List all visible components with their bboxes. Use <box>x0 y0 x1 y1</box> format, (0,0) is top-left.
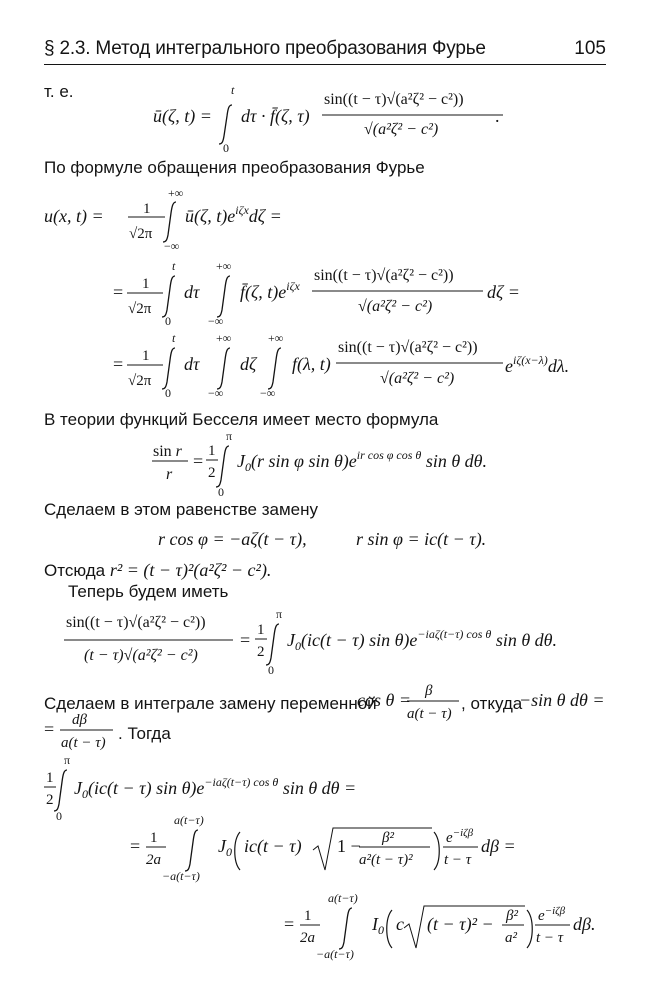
svg-text:r sin φ = ic(t − τ).: r sin φ = ic(t − τ). <box>356 529 487 549</box>
svg-text:t: t <box>172 259 176 273</box>
svg-text:0: 0 <box>268 663 274 677</box>
text-then: . Тогда <box>118 724 171 743</box>
svg-text:2: 2 <box>208 465 216 481</box>
svg-text:+∞: +∞ <box>216 259 232 273</box>
svg-text:a(t − τ): a(t − τ) <box>61 735 106 751</box>
svg-text:=: = <box>130 836 141 856</box>
svg-text:J0(ic(t − τ) sin θ)e−iaζ(t−τ): $J_0(ic(t - \tau)$ $\sin \theta)e^{-ia\zeta(t-\tau) cos \theta}$ sin θ dθ. <box>287 627 558 653</box>
formula-u-inverse <box>44 186 282 253</box>
svg-text:dβ.: dβ. <box>573 914 596 934</box>
svg-text:=: = <box>193 451 204 471</box>
text-change-var: Сделаем в интеграле замену переменной <box>44 694 377 713</box>
svg-text:+∞: +∞ <box>268 331 284 345</box>
svg-text:.: . <box>495 106 500 126</box>
svg-text:0: 0 <box>223 141 229 155</box>
svg-text:−∞: −∞ <box>208 314 224 328</box>
svg-text:(t − τ)² −: (t − τ)² − <box>427 914 494 934</box>
svg-text:β²: β² <box>506 908 518 924</box>
svg-text:0: 0 <box>165 314 171 328</box>
svg-text:r: r <box>166 466 173 483</box>
svg-text:dζ =: dζ = <box>487 282 520 302</box>
svg-text:a²(t − τ)²: a²(t − τ)² <box>359 852 413 868</box>
hence-word: Отсюда <box>44 561 106 580</box>
svg-text:π: π <box>276 607 283 621</box>
svg-text:1: 1 <box>208 443 216 459</box>
svg-text:2: 2 <box>257 644 265 660</box>
svg-text:−∞: −∞ <box>208 386 224 400</box>
formula-final-3 <box>284 891 595 961</box>
svg-text:0: 0 <box>218 485 224 499</box>
svg-text:a(t−τ): a(t−τ) <box>174 813 204 827</box>
svg-text:√(a²ζ² − c²): √(a²ζ² − c²) <box>364 121 439 138</box>
svg-text:(t − τ)√(a²ζ² − c²): (t − τ)√(a²ζ² − c²) <box>84 647 198 664</box>
svg-text:dτ: dτ <box>184 354 200 374</box>
formula-sin-dtheta <box>519 690 604 710</box>
formula-u-line-3 <box>113 331 569 400</box>
svg-text:π: π <box>64 753 71 767</box>
svg-text:0: 0 <box>165 386 171 400</box>
svg-text:√(a²ζ² − c²): √(a²ζ² − c²) <box>358 298 433 315</box>
text-fourier-inversion: По формуле обращения преобразования Фурье <box>44 158 425 177</box>
text-substitution: Сделаем в этом равенстве замену <box>44 500 319 519</box>
svg-text:√2π: √2π <box>128 373 152 389</box>
formula-cos-theta <box>357 683 459 722</box>
svg-text:sin((t − τ)√(a²ζ² − c²)): sin((t − τ)√(a²ζ² − c²)) <box>66 614 206 631</box>
svg-text:e−iζβ: $e^{-i\zeta\beta}$ <box>446 827 474 846</box>
formula-final-2 <box>130 813 516 883</box>
svg-text:sin((t − τ)√(a²ζ² − c²)): sin((t − τ)√(a²ζ² − c²)) <box>324 91 464 108</box>
svg-text:ū(ζ, t)eiζxdζ =: ū(ζ, $t)e^{i\zeta x}d\zeta$ = <box>185 203 282 226</box>
svg-text:+∞: +∞ <box>216 331 232 345</box>
svg-text:β: β <box>425 683 433 699</box>
svg-text:a²: a² <box>505 930 517 946</box>
svg-text:1: 1 <box>150 830 158 846</box>
svg-text:2a: 2a <box>300 930 315 946</box>
svg-text:dτ · f̄(ζ, τ): dτ · f̄(ζ, τ) <box>241 106 310 126</box>
svg-text:π: π <box>226 429 233 443</box>
svg-text:=: = <box>240 630 251 650</box>
svg-text:t: t <box>231 83 235 97</box>
formula-dbeta <box>44 712 113 751</box>
svg-text:J0(ic(t − τ) sin θ)e−iaζ(t−τ): $J_0(ic(t - \tau)$ $\sin \theta)e^{-ia\zeta(t-\tau) cos \theta}$ sin θ dθ = <box>74 775 357 801</box>
formula-u-bar-transform <box>153 83 503 155</box>
svg-text:−a(t−τ): −a(t−τ) <box>162 869 200 883</box>
text-now: Теперь будем иметь <box>68 582 229 601</box>
svg-text:ū(ζ, t) =: ū(ζ, t) = <box>153 106 212 126</box>
text-bessel-theory: В теории функций Бесселя имеет место формула <box>44 410 439 429</box>
svg-text:sin r: sin r <box>153 443 182 460</box>
svg-text:=: = <box>284 914 295 934</box>
svg-text:=: = <box>113 282 124 302</box>
svg-text:J0(r sin φ sin θ)eir cos φ cos: $J_0(r$ sin φ $\sin \theta)e^{ir cos \varphi cos \theta}$ sin θ dθ. <box>237 448 488 474</box>
svg-text:√2π: √2π <box>128 301 152 317</box>
svg-text:ic(t − τ): ic(t − τ) <box>244 836 302 856</box>
svg-text:t: t <box>172 331 176 345</box>
svg-text:J0: $J_0$ <box>218 836 232 859</box>
svg-text:1: 1 <box>257 622 265 638</box>
formula-bessel <box>152 429 487 499</box>
svg-text:dζ: dζ <box>240 354 257 374</box>
text-te: т. е. <box>44 82 74 101</box>
svg-text:a(t − τ): a(t − τ) <box>407 706 452 722</box>
svg-text:−∞: −∞ <box>260 386 276 400</box>
svg-text:β²: β² <box>382 830 394 846</box>
text-whence: , откуда <box>461 694 523 713</box>
svg-text:=: = <box>113 354 124 374</box>
svg-text:dβ =: dβ = <box>481 836 516 856</box>
svg-text:1: 1 <box>46 770 54 786</box>
svg-text:a(t−τ): a(t−τ) <box>328 891 358 905</box>
svg-text:1: 1 <box>143 201 151 217</box>
svg-text:0: 0 <box>56 809 62 823</box>
hence-formula: r² = (t − τ)²(a²ζ² − c²). <box>109 560 272 580</box>
svg-text:1: 1 <box>304 908 312 924</box>
svg-text:sin((t − τ)√(a²ζ² − c²)): sin((t − τ)√(a²ζ² − c²)) <box>338 339 478 356</box>
svg-text:2a: 2a <box>146 852 161 868</box>
svg-text:−sin θ dθ =: −sin θ dθ = <box>519 690 605 710</box>
svg-text:r cos φ = −aζ(t − τ),: r cos φ = −aζ(t − τ), <box>158 529 307 549</box>
formula-substitution <box>158 529 486 550</box>
svg-text:eiζ(x−λ)dλ.: $e^{i\zeta(x-\lambda)}d\lambda$. <box>505 353 570 376</box>
svg-text:t − τ: t − τ <box>444 852 472 868</box>
svg-text:cos θ =: cos θ = <box>357 690 411 710</box>
svg-text:2: 2 <box>46 792 54 808</box>
svg-text:c: c <box>396 914 404 934</box>
svg-text:f̄(ζ, t)eiζx: f̄(ζ, $t)e^{i\zeta x}$ <box>240 279 300 302</box>
svg-text:dτ: dτ <box>184 282 200 302</box>
svg-text:+∞: +∞ <box>168 186 184 200</box>
svg-text:e−iζβ: $e^{-i\zeta\beta}$ <box>538 905 566 924</box>
svg-text:t − τ: t − τ <box>536 930 564 946</box>
svg-text:sin((t − τ)√(a²ζ² − c²)): sin((t − τ)√(a²ζ² − c²)) <box>314 267 454 284</box>
svg-text:−a(t−τ): −a(t−τ) <box>316 947 354 961</box>
formula-now <box>64 607 557 677</box>
formula-u-line-2 <box>113 259 520 328</box>
svg-text:√2π: √2π <box>129 226 153 242</box>
svg-text:I0: $I_0$ <box>372 914 384 937</box>
svg-text:f(λ, t): f(λ, t) <box>292 354 331 374</box>
svg-text:√(a²ζ² − c²): √(a²ζ² − c²) <box>380 370 455 387</box>
svg-text:1 −: 1 − <box>337 836 361 856</box>
svg-text:dβ: dβ <box>72 712 87 728</box>
svg-text:1: 1 <box>142 276 150 292</box>
svg-text:=: = <box>44 719 55 739</box>
page-number: 105 <box>574 38 606 59</box>
svg-text:u(x, t) =: u(x, t) = <box>44 206 104 226</box>
svg-text:−∞: −∞ <box>164 239 180 253</box>
svg-text:1: 1 <box>142 348 150 364</box>
running-header: § 2.3. Метод интегрального преобразования Фурье <box>44 38 486 59</box>
